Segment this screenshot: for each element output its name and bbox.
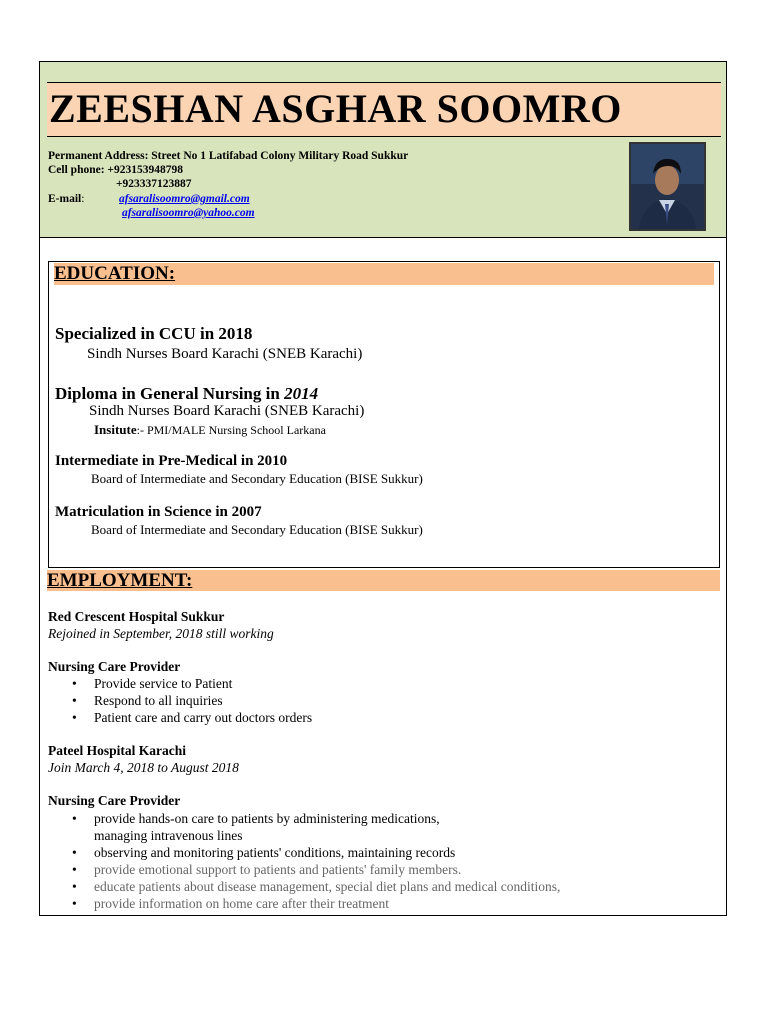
phone-1: +923153948798 xyxy=(107,164,183,176)
list-item: • educate patients about disease management, special diet plans and medical conditions, xyxy=(72,879,561,894)
edu-4-title: Matriculation in Science in 2007 xyxy=(55,504,262,520)
edu-2-board: Sindh Nurses Board Karachi (SNEB Karachi) xyxy=(89,403,365,419)
address-line: Permanent Address: Street No 1 Latifabad Colony Military Road Sukkur xyxy=(48,150,409,162)
job-2-role: Nursing Care Provider xyxy=(48,793,181,808)
list-item: • Patient care and carry out doctors orders xyxy=(72,710,313,725)
list-item: • provide emotional support to patients and patients' family members. xyxy=(72,862,462,877)
institute-label: Insitute xyxy=(94,422,137,437)
email-2-line[interactable] xyxy=(122,206,255,220)
list-item: • provide information on home care after their treatment xyxy=(72,896,390,911)
candidate-name: ZEESHAN ASGHAR SOOMRO xyxy=(49,86,622,131)
email-line: E-mail: xyxy=(48,193,85,205)
email-1-link[interactable]: afsaralisoomro@gmail.com xyxy=(119,193,250,205)
edu-2-institute xyxy=(94,421,326,439)
list-item: • provide hands-on care to patients by administering medications, xyxy=(72,811,440,826)
list-item: • Respond to all inquiries xyxy=(72,693,223,708)
list-item: • observing and monitoring patients' conditions, maintaining records xyxy=(72,845,456,860)
job-1-employer: Red Crescent Hospital Sukkur xyxy=(48,609,225,624)
edu-1-board: Sindh Nurses Board Karachi (SNEB Karachi) xyxy=(87,346,363,362)
institute-value: :- PMI/MALE Nursing School Larkana xyxy=(136,423,326,437)
email-1-line[interactable] xyxy=(119,192,250,206)
email-2-link[interactable]: afsaralisoomro@yahoo.com xyxy=(122,207,255,219)
list-item: • Provide service to Patient xyxy=(72,676,233,691)
list-item-continuation: managing intravenous lines xyxy=(94,828,243,843)
profile-photo xyxy=(629,142,706,231)
phone-2: +923337123887 xyxy=(116,178,192,190)
edu-4-board: Board of Intermediate and Secondary Education (BISE Sukkur) xyxy=(91,522,423,537)
edu-2-title: Diploma in General Nursing in 2014 xyxy=(55,384,319,403)
phone-2-line xyxy=(116,177,192,191)
resume-header xyxy=(40,62,726,238)
email-label: E-mail xyxy=(48,193,82,205)
job-1-duties xyxy=(48,675,312,726)
edu-1-title: Specialized in CCU in 2018 xyxy=(55,324,253,343)
edu-3-board: Board of Intermediate and Secondary Education (BISE Sukkur) xyxy=(91,471,423,486)
edu-3-title: Intermediate in Pre-Medical in 2010 xyxy=(55,453,288,469)
name-band xyxy=(47,82,721,137)
job-2-employer: Pateel Hospital Karachi xyxy=(48,743,186,758)
job-2-period: Join March 4, 2018 to August 2018 xyxy=(48,760,239,775)
job-1-role: Nursing Care Provider xyxy=(48,659,181,674)
job-2-duties xyxy=(48,810,560,912)
cell-phone-line xyxy=(48,163,183,177)
cell-label: Cell phone: xyxy=(48,164,105,176)
employment-heading: EMPLOYMENT: xyxy=(47,570,720,591)
resume-frame xyxy=(39,61,727,916)
education-box xyxy=(48,261,720,568)
job-1-period: Rejoined in September, 2018 still working xyxy=(48,626,274,641)
education-heading: EDUCATION: xyxy=(54,263,714,285)
portrait-image xyxy=(631,144,704,229)
